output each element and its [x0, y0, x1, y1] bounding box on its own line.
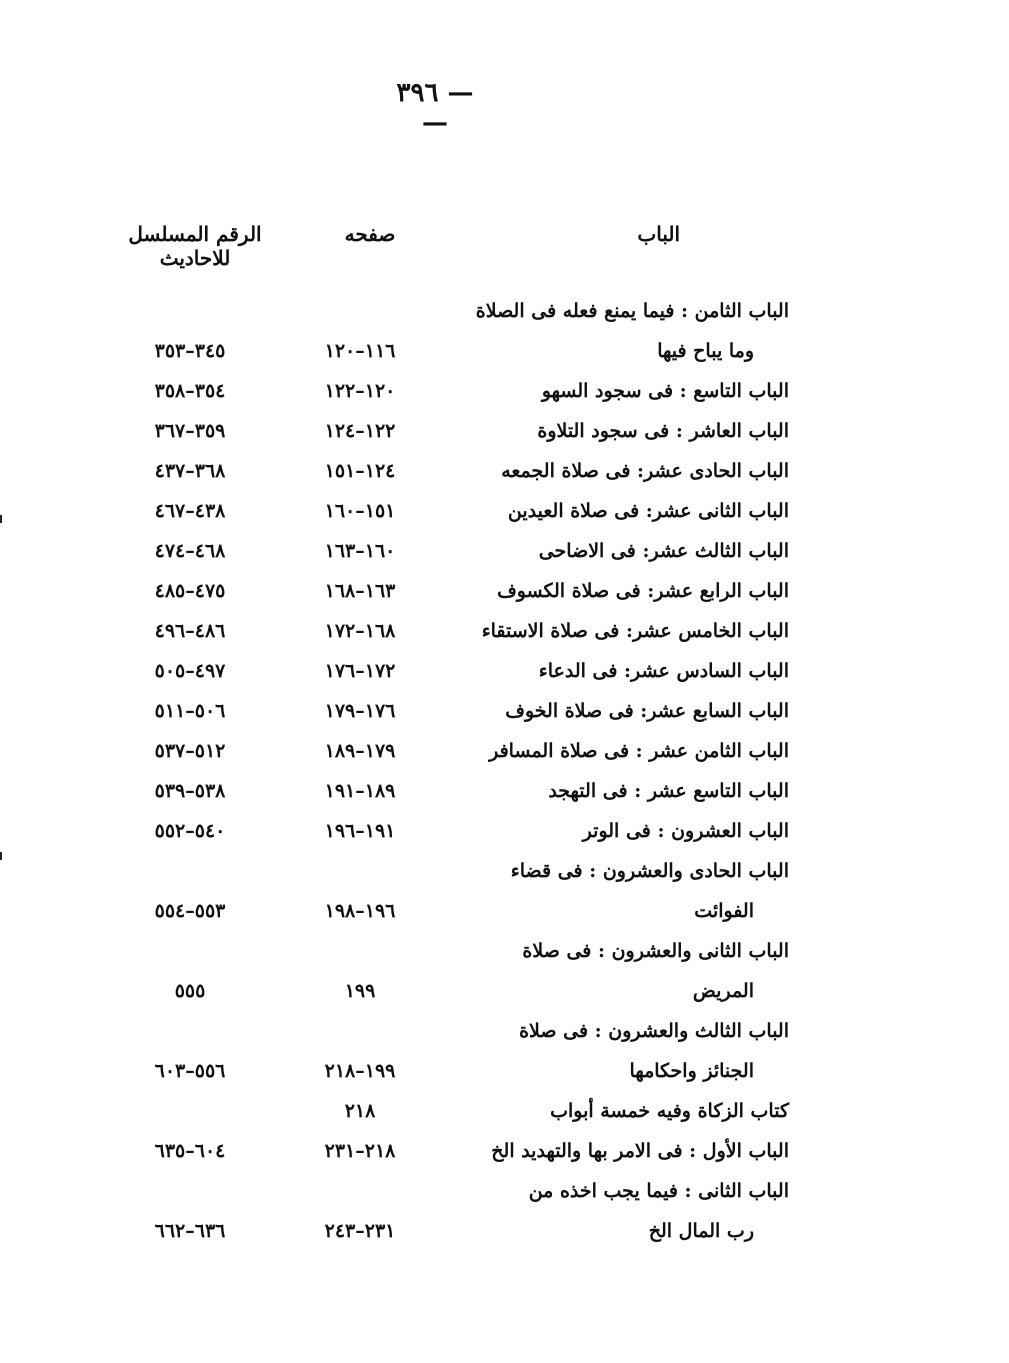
chapter-title: الباب التاسع عشر : فى التهجد: [548, 780, 789, 802]
hadith-range: ٣٥٤–٣٥٨: [154, 380, 226, 402]
chapter-title: وما يباح فيها: [657, 340, 754, 362]
chapter-title: كتاب الزكاة وفيه خمسة أبواب: [550, 1100, 789, 1122]
page-range: ١٩٦–١٩٨: [324, 900, 396, 922]
page-range: ١٩٩: [344, 980, 376, 1002]
hadith-range: ٣٥٩–٣٦٧: [154, 420, 226, 442]
table-row: [0, 696, 1009, 736]
hadith-range: ٥٤٠–٥٥٢: [154, 820, 226, 842]
chapter-title: الباب الثالث عشر: فى الاضاحى: [538, 540, 789, 562]
chapter-title: الباب الأول : فى الامر بها والتهديد الخ: [491, 1140, 789, 1162]
table-row: [0, 336, 1009, 376]
chapter-title: الفوائت: [694, 900, 754, 922]
hadith-range: ٥١٢–٥٣٧: [154, 740, 226, 762]
chapter-title: الباب الثالث والعشرون : فى صلاة: [519, 1020, 789, 1042]
chapter-title: الباب الثانى : فيما يجب اخذه من: [528, 1180, 789, 1202]
page-range: ١٧٢–١٧٦: [324, 660, 396, 682]
hadith-range: ٥٥٣–٥٥٤: [154, 900, 226, 922]
column-header-chapter: الباب: [637, 222, 680, 246]
table-row: [0, 776, 1009, 816]
page-range: ٢١٨–٢٣١: [324, 1140, 396, 1162]
table-row: [0, 856, 1009, 896]
page-range: ١٦٣–١٦٨: [324, 580, 396, 602]
chapter-title: الباب الرابع عشر: فى صلاة الكسوف: [497, 580, 789, 602]
chapter-title: الباب الخامس عشر: فى صلاة الاستقاء: [481, 620, 789, 642]
page-range: ١٧٦–١٧٩: [324, 700, 396, 722]
page-range: ٢٣١–٢٤٣: [324, 1220, 396, 1242]
table-row: [0, 616, 1009, 656]
page-range: ١٢٠–١٢٢: [324, 380, 396, 402]
chapter-title: الباب الحادى عشر: فى صلاة الجمعه: [501, 460, 789, 482]
page-range: ١٦٨–١٧٢: [324, 620, 396, 642]
page-range: ١٥١–١٦٠: [324, 500, 396, 522]
table-row: [0, 896, 1009, 936]
table-row: [0, 1216, 1009, 1256]
table-row: [0, 296, 1009, 336]
scan-edge-mark: [0, 852, 2, 860]
table-row: [0, 456, 1009, 496]
chapter-title: الباب التاسع : فى سجود السهو: [541, 380, 789, 402]
column-header-page: صفحه: [344, 222, 396, 246]
table-row: [0, 816, 1009, 856]
index-table: [0, 296, 1009, 1256]
chapter-title: الجنائز واحكامها: [629, 1060, 754, 1082]
table-row: [0, 936, 1009, 976]
chapter-title: الباب السادس عشر: فى الدعاء: [538, 660, 789, 682]
table-row: [0, 576, 1009, 616]
page-range: ١٢٤–١٥١: [324, 460, 396, 482]
table-row: [0, 1096, 1009, 1136]
chapter-title: الباب العاشر : فى سجود التلاوة: [537, 420, 789, 442]
hadith-range: ٤٩٧–٥٠٥: [154, 660, 226, 682]
chapter-title: المريض: [692, 980, 754, 1002]
hadith-range: ٣٤٥–٣٥٣: [154, 340, 226, 362]
hadith-range: ٥٥٥: [174, 980, 206, 1002]
column-header-serial: الرقم المسلسل للاحاديث: [128, 222, 262, 270]
chapter-title: الباب الثامن عشر : فى صلاة المسافر: [489, 740, 789, 762]
page-range: ١١٦–١٢٠: [324, 340, 396, 362]
table-row: [0, 536, 1009, 576]
hadith-range: ٤٨٦–٤٩٦: [154, 620, 226, 642]
chapter-title: الباب الحادى والعشرون : فى قضاء: [510, 860, 789, 882]
chapter-title: الباب الثانى عشر: فى صلاة العيدين: [507, 500, 789, 522]
table-row: [0, 1016, 1009, 1056]
page-range: ١٧٩–١٨٩: [324, 740, 396, 762]
table-row: [0, 416, 1009, 456]
table-row: [0, 1056, 1009, 1096]
chapter-title: الباب العشرون : فى الوتر: [582, 820, 789, 842]
table-row: [0, 1136, 1009, 1176]
hadith-range: ٥٠٦–٥١١: [154, 700, 226, 722]
page-range: ٢١٨: [344, 1100, 376, 1122]
hadith-range: ٤٣٨–٤٦٧: [154, 500, 226, 522]
hadith-range: ٦٠٤–٦٣٥: [154, 1140, 226, 1162]
table-row: [0, 376, 1009, 416]
page-range: ١٢٢–١٢٤: [324, 420, 396, 442]
chapter-title: الباب الثانى والعشرون : فى صلاة: [522, 940, 789, 962]
table-row: [0, 656, 1009, 696]
table-row: [0, 496, 1009, 536]
scan-edge-mark: [0, 515, 2, 523]
hadith-range: ٤٧٥–٤٨٥: [154, 580, 226, 602]
table-row: [0, 1176, 1009, 1216]
hadith-range: ٥٥٦–٦٠٣: [154, 1060, 226, 1082]
hadith-range: ٦٣٦–٦٦٢: [154, 1220, 226, 1242]
page-range: ١٨٩–١٩١: [324, 780, 396, 802]
page-range: ١٦٠–١٦٣: [324, 540, 396, 562]
page-range: ١٩١–١٩٦: [324, 820, 396, 842]
table-row: [0, 736, 1009, 776]
chapter-title: الباب الثامن : فيما يمنع فعله فى الصلاة: [475, 300, 789, 322]
table-row: [0, 976, 1009, 1016]
chapter-title: الباب السابع عشر: فى صلاة الخوف: [505, 700, 789, 722]
hadith-range: ٤٦٨–٤٧٤: [154, 540, 226, 562]
page-range: ١٩٩–٢١٨: [324, 1060, 396, 1082]
chapter-title: رب المال الخ: [648, 1220, 754, 1242]
page-number: — ٣٩٦ —: [396, 78, 474, 138]
hadith-range: ٥٣٨–٥٣٩: [154, 780, 226, 802]
hadith-range: ٣٦٨–٤٣٧: [154, 460, 226, 482]
